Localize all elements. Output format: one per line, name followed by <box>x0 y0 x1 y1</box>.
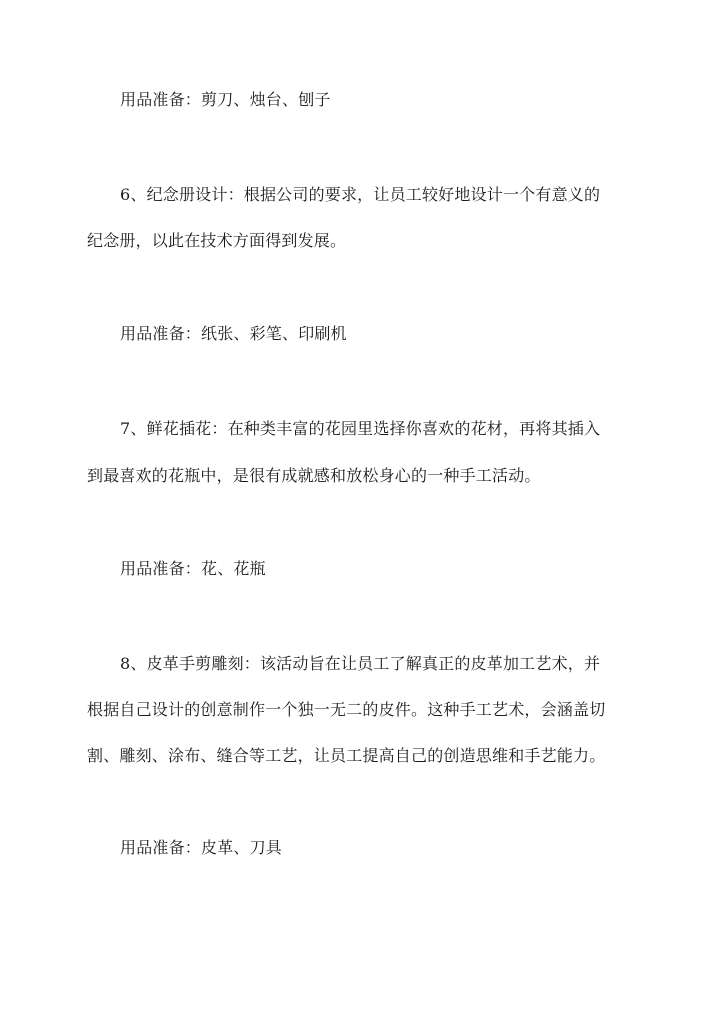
paragraph-7-line-2: 到最喜欢的花瓶中，是很有成就感和放松身心的一种手工活动。 <box>87 466 541 485</box>
paragraph-8-line-3: 割、雕刻、涂布、缝合等工艺，让员工提高自己的创造思维和手艺能力。 <box>87 746 606 765</box>
supplies-line: 用品准备：纸张、彩笔、印刷机 <box>120 324 347 343</box>
paragraph-8-line-1: 8、皮革手剪雕刻：该活动旨在让员工了解真正的皮革加工艺术，并 <box>120 654 601 673</box>
supplies-line: 用品准备：皮革、刀具 <box>120 838 283 857</box>
paragraph-6-line-2: 纪念册，以此在技术方面得到发展。 <box>87 231 347 250</box>
supplies-line: 用品准备：剪刀、烛台、刨子 <box>120 90 331 109</box>
paragraph-8-line-2: 根据自己设计的创意制作一个独一无二的皮件。这种手工艺术，会涵盖切 <box>87 700 606 719</box>
paragraph-6-line-1: 6、纪念册设计：根据公司的要求，让员工较好地设计一个有意义的 <box>120 185 601 204</box>
paragraph-7-line-1: 7、鲜花插花：在种类丰富的花园里选择你喜欢的花材，再将其插入 <box>120 419 601 438</box>
supplies-line: 用品准备：花、花瓶 <box>120 559 266 578</box>
